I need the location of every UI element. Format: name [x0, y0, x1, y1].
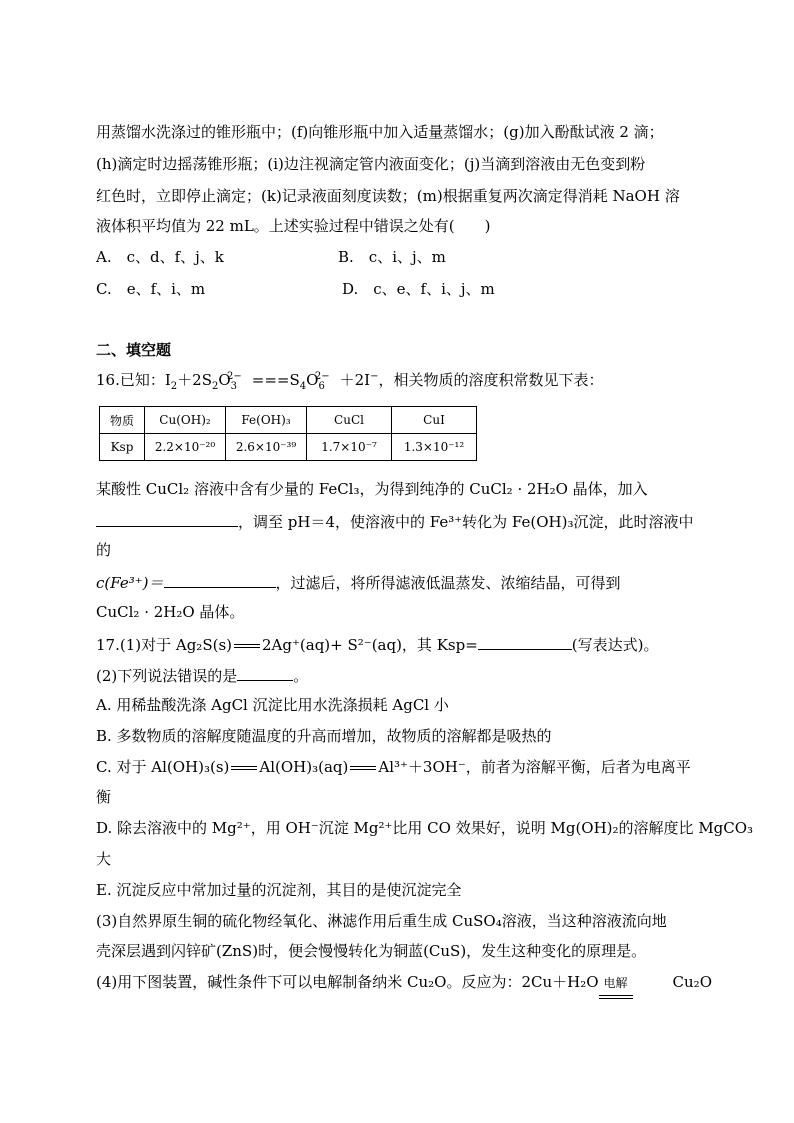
q15-option-a: A. c、d、f、j、k: [96, 248, 224, 266]
q17-part-2: [96, 664, 308, 686]
q16-eq-mid: ===S: [251, 371, 300, 389]
q17-part-2-tail: 。: [293, 667, 309, 685]
q16-para-4-tail: ，过滤后，将所得滤液低温蒸发、浓缩结晶，可得到: [275, 574, 621, 592]
table-cell: 2.6×10⁻³⁹: [226, 434, 307, 461]
ksp-table: [99, 406, 477, 461]
q16-para-2-text: ，调至 pH＝4，使溶液中的 Fe³⁺转化为 Fe(OH)₃沉淀，此时溶液中: [238, 513, 694, 531]
table-cell: CuI: [392, 407, 477, 434]
q17-option-c-cont: 衡: [96, 788, 112, 806]
q17-part-3-line-1: (3)自然界原生铜的硫化物经氧化、淋滤作用后重生成 CuSO₄溶液，当这种溶液流向地: [96, 912, 667, 930]
ksp-header-row: [100, 407, 477, 434]
q17-option-e: E. 沉淀反应中常加过量的沉淀剂，其目的是使沉淀完全: [96, 881, 462, 899]
table-cell: Fe(OH)₃: [226, 407, 307, 434]
q16-lead: 16.已知：I: [96, 371, 171, 389]
answer-blank[interactable]: [237, 664, 293, 681]
q17-part-4-lead: (4)用下图装置，碱性条件下可以电解制备纳米 Cu₂O。反应为：2Cu＋H₂O: [96, 973, 599, 991]
q17-option-d: D. 除去溶液中的 Mg²⁺，用 OH⁻沉淀 Mg²⁺比用 CO 效果好，说明 Mg(OH)₂的溶解度比 MgCO₃: [96, 819, 754, 837]
table-cell: Ksp: [100, 434, 145, 461]
q17-part-3-line-2: 壳深层遇到闪锌矿(ZnS)时，便会慢慢转化为铜蓝(CuS)，发生这种变化的原理是。: [96, 942, 647, 960]
q17-part-1-tail: (写表达式)。: [571, 636, 659, 654]
equilibrium-arrow-icon: [231, 766, 257, 770]
electrolysis-condition: 电解: [603, 976, 628, 990]
q16-para-4-lead: c(Fe³⁺)＝: [96, 574, 164, 592]
q15-line-3: 红色时，立即停止滴定；(k)记录液面刻度读数；(m)根据重复两次滴定得消耗 NaOH 溶: [96, 187, 680, 205]
equilibrium-arrow-icon: [234, 644, 260, 648]
q17-part-4-tail: Cu₂O: [672, 973, 712, 991]
table-cell: 1.3×10⁻¹²: [392, 434, 477, 461]
q15-option-c: C. e、f、i、m: [96, 280, 206, 298]
q15-option-b: B. c、i、j、m: [338, 248, 446, 266]
answer-blank[interactable]: [164, 571, 276, 588]
q17-option-c-a: C. 对于 Al(OH)₃(s): [96, 758, 230, 776]
answer-blank[interactable]: [478, 633, 572, 650]
q16-para-2: [96, 510, 694, 532]
q16-eq-tail: ，相关物质的溶度积常数见下表：: [378, 371, 604, 389]
table-cell: 1.7×10⁻⁷: [307, 434, 392, 461]
electrolysis-arrow-icon: [599, 973, 633, 993]
q17-part-2-lead: (2)下列说法错误的是: [96, 667, 238, 685]
q16-para-1: 某酸性 CuCl₂ 溶液中含有少量的 FeCl₃，为得到纯净的 CuCl₂ · 2H₂O 晶体，加入: [96, 480, 648, 498]
q17-option-c: [96, 757, 691, 777]
q17-part-1-mid: 2Ag⁺(aq)+ S²⁻(aq)，其 Ksp=: [262, 636, 478, 654]
table-cell: Cu(OH)₂: [145, 407, 226, 434]
q17-option-a: A. 用稀盐酸洗涤 AgCl 沉淀比用水洗涤损耗 AgCl 小: [96, 696, 449, 714]
q16-para-5: CuCl₂ · 2H₂O 晶体。: [96, 603, 245, 621]
q17-option-c-c: Al³⁺＋3OH⁻，前者为溶解平衡，后者为电离平: [378, 758, 691, 776]
answer-blank[interactable]: [96, 510, 238, 527]
q16-para-3: 的: [96, 541, 112, 559]
q17-option-b: B. 多数物质的溶解度随温度的升高而增加，故物质的溶解都是吸热的: [96, 727, 552, 745]
ksp-value-row: [100, 434, 477, 461]
q17-part-1-lead: 17.(1)对于 Ag₂S(s): [96, 636, 232, 654]
q15-line-1: 用蒸馏水洗涤过的锥形瓶中；(f)向锥形瓶中加入适量蒸馏水；(g)加入酚酞试液 2 滴；: [96, 123, 664, 141]
q17-part-4: [96, 972, 712, 993]
q16-para-4: [96, 571, 621, 593]
q15-line-2: (h)滴定时边摇荡锥形瓶；(i)边注视滴定管内液面变化；(j)当滴到溶液由无色变到粉: [96, 155, 646, 173]
section-title: 二、填空题: [96, 341, 172, 359]
q17-part-1: [96, 633, 659, 655]
q15-option-d: D. c、e、f、i、j、m: [342, 280, 495, 298]
table-cell: CuCl: [307, 407, 392, 434]
q17-option-c-b: Al(OH)₃(aq): [259, 758, 349, 776]
q15-line-4: 液体积平均值为 22 mL。上述实验过程中错误之处有( ): [96, 217, 491, 235]
q16-statement: 16.已知：$I_2+2S_2O_3^{2-} ===S_4O_6^{2-} +2I^-$，相关物质的溶度积常数见下表：: [96, 371, 604, 392]
table-cell: 物质: [100, 407, 145, 434]
q17-option-d-cont: 大: [96, 850, 112, 868]
table-cell: 2.2×10⁻²⁰: [145, 434, 226, 461]
equilibrium-arrow-icon: [350, 766, 376, 770]
